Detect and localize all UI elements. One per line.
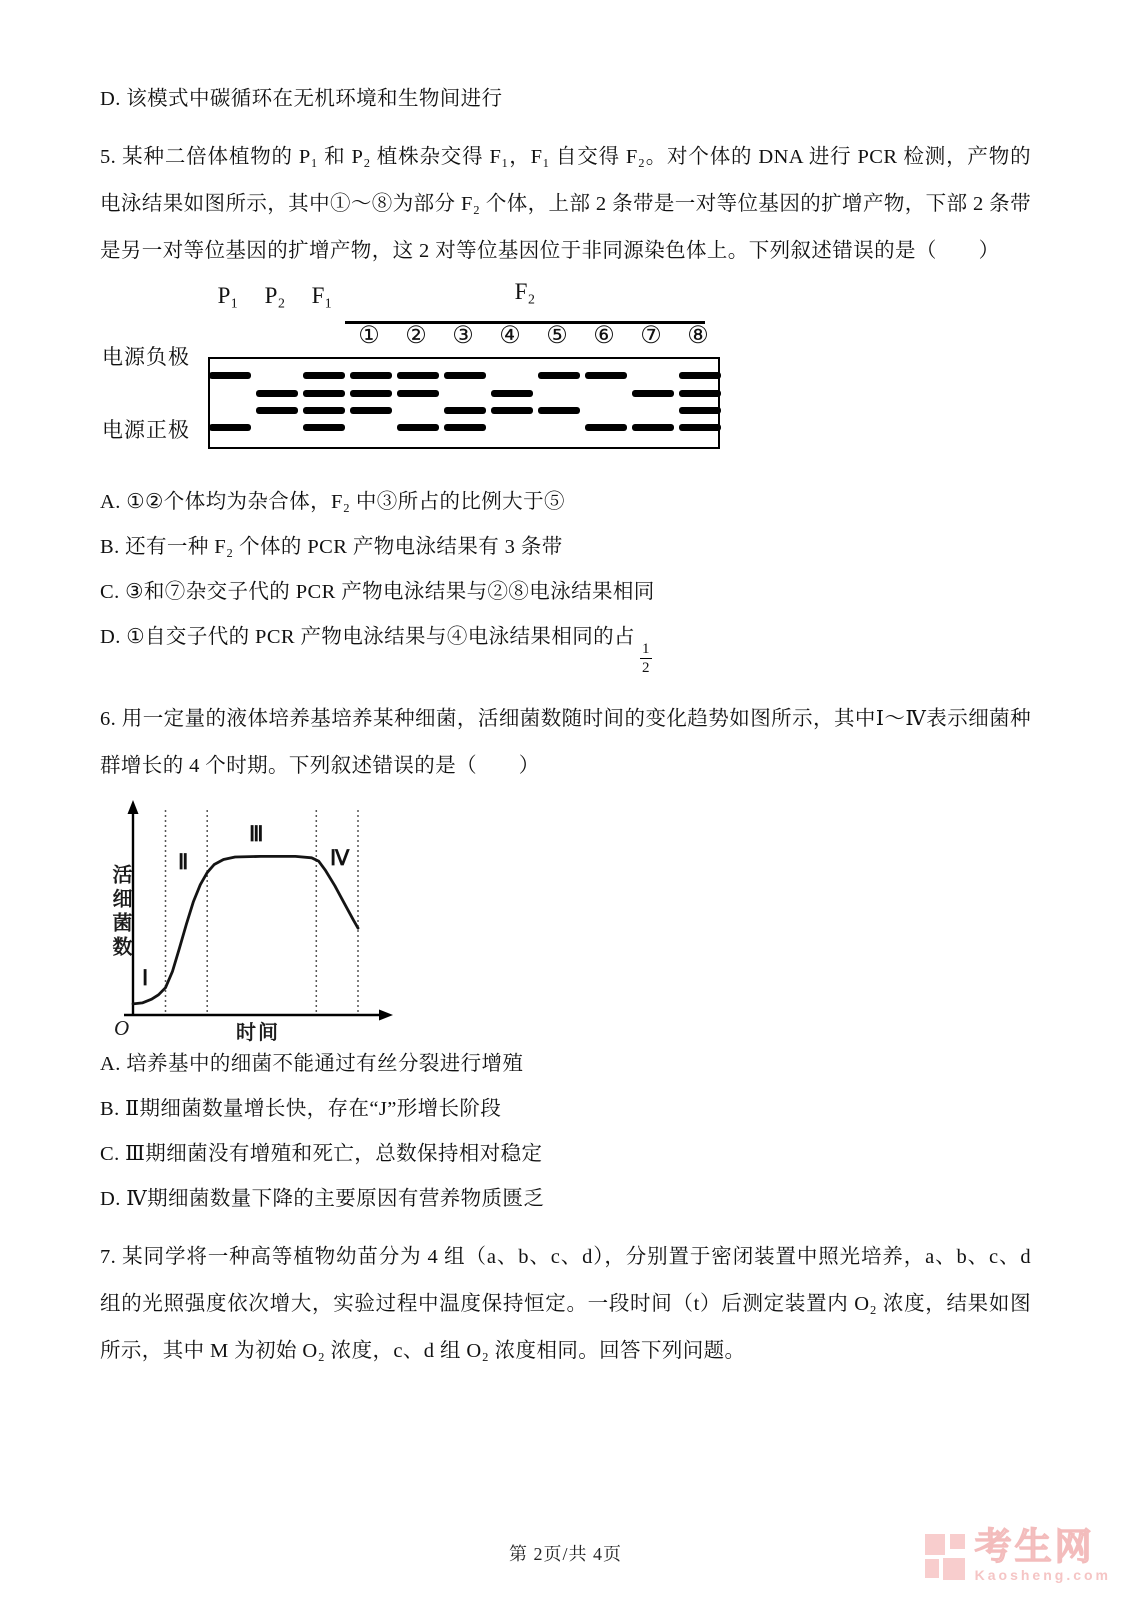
- question-5-option-a: A. ①②个体均为杂合体，F₂ 中③所占的比例大于⑤: [100, 491, 565, 513]
- gel-band: [397, 372, 439, 379]
- gel-band: [679, 372, 721, 379]
- gel-lane-number: ⑦: [640, 323, 662, 349]
- gel-diagram: [100, 281, 1031, 459]
- positive-electrode-label: 电源正极: [102, 418, 190, 442]
- gel-band: [585, 424, 627, 431]
- gel-band: [679, 424, 721, 431]
- question-5-option-d: [100, 622, 1031, 676]
- gel-band: [679, 390, 721, 397]
- question-6-option-b: B. Ⅱ期细菌数量增长快，存在“J”形增长阶段: [100, 1098, 502, 1120]
- origin-label: O: [114, 1016, 130, 1040]
- gel-band: [632, 390, 674, 397]
- question-5-option-b: B. 还有一种 F₂ 个体的 PCR 产物电泳结果有 3 条带: [100, 536, 563, 558]
- gel-band: [538, 372, 580, 379]
- gel-lane-label: P₂: [264, 283, 286, 308]
- question-6-stem: 6. 用一定量的液体培养基培养某种细菌，活细菌数随时间的变化趋势如图所示，其中Ⅰ～Ⅳ表示细菌种群增长的 4 个时期。下列叙述错误的是（ ）: [100, 708, 1032, 777]
- site-watermark: [925, 1528, 1111, 1583]
- question-5-option-d-text: D. ①自交子代的 PCR 产物电泳结果与④电泳结果相同的占: [100, 626, 635, 648]
- gel-lane-number: ④: [499, 323, 521, 349]
- gel-lane-number: ③: [452, 323, 474, 349]
- fraction-denominator: 2: [641, 660, 650, 676]
- gel-band: [256, 407, 298, 414]
- gel-band: [538, 407, 580, 414]
- phase-label-4: Ⅳ: [330, 846, 350, 870]
- question-7-stem: 7. 某同学将一种高等植物幼苗分为 4 组（a、b、c、d），分别置于密闭装置中照光培养，a、b、c、d 组的光照强度依次增大，实验过程中温度保持恒定。一段时间（t）后测定装置内 O₂ 浓度，结果如图所示，其中 M 为初始 O₂ 浓度，c、d 组 O₂ 浓度相同。回答下列问题。: [100, 1246, 1031, 1362]
- gel-band: [209, 372, 251, 379]
- growth-curve-svg: [100, 790, 440, 1035]
- gel-band: [303, 372, 345, 379]
- gel-band: [444, 372, 486, 379]
- gel-band: [303, 424, 345, 431]
- kaosheng-logo-icon: [925, 1534, 967, 1582]
- gel-lane-label: P₁: [217, 283, 239, 308]
- gel-band: [209, 424, 251, 431]
- gel-band: [632, 424, 674, 431]
- question-6-option-a: A. 培养基中的细菌不能通过有丝分裂进行增殖: [100, 1053, 524, 1075]
- question-4-option-d: D. 该模式中碳循环在无机环境和生物间进行: [100, 88, 503, 110]
- fraction-one-half: [640, 641, 652, 676]
- gel-band: [350, 372, 392, 379]
- phase-label-1: Ⅰ: [142, 966, 149, 990]
- gel-band: [397, 390, 439, 397]
- x-axis-label: 时间: [236, 1022, 280, 1044]
- f2-group-label: F₂: [514, 279, 536, 304]
- question-6-option-d: D. Ⅳ期细菌数量下降的主要原因有营养物质匮乏: [100, 1188, 545, 1210]
- phase-label-2: Ⅱ: [178, 850, 189, 874]
- gel-band: [585, 372, 627, 379]
- negative-electrode-label: 电源负极: [102, 345, 190, 369]
- gel-lane-label: F₁: [311, 283, 333, 308]
- y-axis-arrow: [128, 800, 139, 814]
- gel-lane-number: ②: [405, 323, 427, 349]
- gel-band: [397, 424, 439, 431]
- phase-label-3: Ⅲ: [249, 822, 264, 846]
- gel-band: [303, 390, 345, 397]
- gel-band: [444, 407, 486, 414]
- gel-lane-number: ⑧: [687, 323, 709, 349]
- gel-lane-number: ①: [358, 323, 380, 349]
- growth-curve-figure: [100, 790, 440, 1044]
- fraction-numerator: 1: [641, 641, 650, 657]
- question-6-option-c: C. Ⅲ期细菌没有增殖和死亡，总数保持相对稳定: [100, 1143, 543, 1165]
- question-5-option-c: C. ③和⑦杂交子代的 PCR 产物电泳结果与②⑧电泳结果相同: [100, 581, 655, 603]
- watermark-site-url: Kaosheng.com: [974, 1567, 1111, 1583]
- growth-curve-line: [133, 856, 358, 1004]
- page-number-footer: 第 2页/共 4页: [508, 1544, 622, 1564]
- gel-lane-number: ⑥: [593, 323, 615, 349]
- gel-box: [208, 357, 720, 449]
- gel-lane-number: ⑤: [546, 323, 568, 349]
- gel-band: [491, 407, 533, 414]
- gel-band: [491, 390, 533, 397]
- y-axis-label: 活细菌数: [109, 864, 131, 960]
- watermark-site-name: 考生网: [974, 1526, 1095, 1567]
- watermark-text: [975, 1528, 1111, 1583]
- x-axis-arrow: [379, 1010, 393, 1021]
- gel-band: [350, 407, 392, 414]
- gel-band: [303, 407, 345, 414]
- gel-band: [350, 390, 392, 397]
- gel-band: [256, 390, 298, 397]
- question-5-stem: 5. 某种二倍体植物的 P₁ 和 P₂ 植株杂交得 F₁，F₁ 自交得 F₂。对个体的 DNA 进行 PCR 检测，产物的电泳结果如图所示，其中①～⑧为部分 F₂ 个体，上部 2 条带是一对等位基因的扩增产物，下部 2 条带是另一对等位基因的扩增产物，这 2 对等位基因位于非同源染色体上。下列叙述错误的是（ ）: [100, 146, 1031, 262]
- page-content: [100, 0, 1031, 1375]
- gel-band: [679, 407, 721, 414]
- gel-band: [444, 424, 486, 431]
